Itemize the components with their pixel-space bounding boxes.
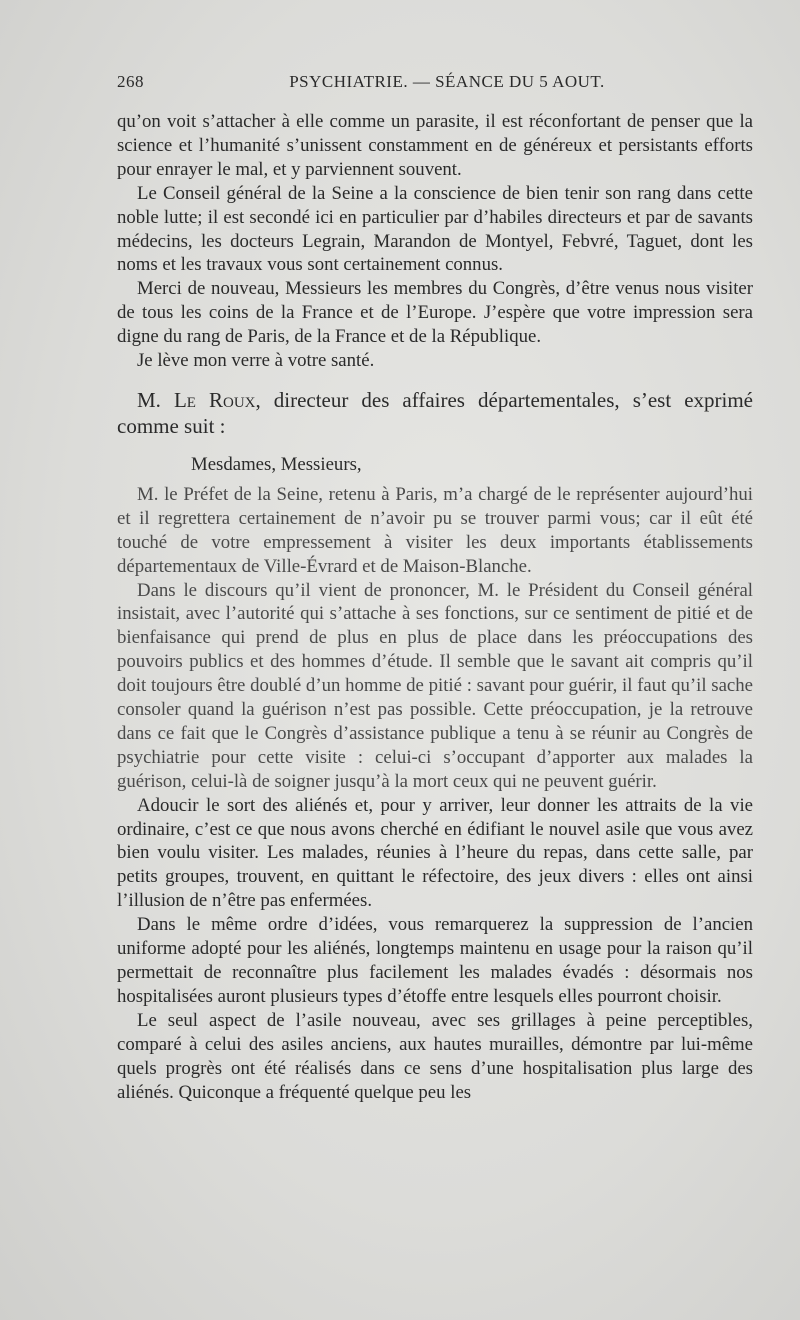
speech-paragraph-5: Le seul aspect de l’asile nouveau, avec ses grillages à peine perceptibles, comparé à celui des asiles anciens, aux hautes murailles, démontre par lui-même quels progrès ont été réalisés dans ce sens d’une hospitalisation plus large des aliénés. Quiconque a fréquenté quelque peu les bbox=[117, 1009, 753, 1103]
speaker-intro bbox=[117, 387, 753, 439]
paragraph-merci: Merci de nouveau, Messieurs les membres du Congrès, d’être venus nous visiter de tous les coins de la France et de l’Europe. J’espère que votre impression sera digne du rang de Paris, de la France et de la République. bbox=[117, 278, 753, 348]
speech-paragraph-4: Dans le même ordre d’idées, vous remarquerez la suppression de l’ancien uniforme adopté pour les aliénés, longtemps maintenu en usage pour la raison qu’il permettait de reconnaître plus facilement les malades évadés : désormais nos hospitalisées auront plusieurs types d’étoffe entre lesquels elles pourront choisir. bbox=[117, 914, 753, 1007]
body-text bbox=[117, 110, 753, 1104]
speaker-text: , directeur des affaires départementales, s’est exprimé comme suit : bbox=[117, 387, 754, 438]
salutation: Mesdames, Messieurs, bbox=[191, 453, 362, 475]
speaker-prefix: M. bbox=[137, 387, 161, 412]
speech-paragraph-1: M. le Préfet de la Seine, retenu à Paris, m’a chargé de le représenter aujourd’hui et il regrettera certainement de n’avoir pu se trouver parmi vous; car il eût été touché de votre empressement à visiter les deux importants établissements départementaux de Ville-Évrard et de Maison-Blanche. bbox=[117, 483, 753, 577]
page-number: 268 bbox=[117, 72, 144, 91]
running-title: PSYCHIATRIE. — SÉANCE DU 5 AOUT. bbox=[289, 72, 605, 91]
page-header bbox=[117, 72, 747, 96]
paragraph-conseil: Le Conseil général de la Seine a la conscience de bien tenir son rang dans cette noble lutte; il est secondé ici en particulier par d’habiles directeurs et par de savants médecins, les docteurs Legrain, Marandon de Montyel, Febvré, Taguet, dont les noms et les travaux vous sont certainement connus. bbox=[117, 182, 753, 276]
speech-paragraph-3: Adoucir le sort des aliénés et, pour y arriver, leur donner les attraits de la vie ordinaire, c’est ce que nous avons cherché en édifiant le nouvel asile que vous avez bien voulu visiter. Les malades, réunies à l’heure du repas, dans cette salle, par petits groupes, trouvent, en quittant le réfectoire, des jeux divers : elles ont ainsi l’illusion de n’être pas enfermées. bbox=[117, 794, 753, 912]
speech-paragraph-2: Dans le discours qu’il vient de prononcer, M. le Président du Conseil général insistait, avec l’autorité qui s’attache à ses fonctions, sur ce sentiment de pitié et de bienfaisance qui prend de plus en plus de place dans les préoccupations des pouvoirs publics et des hommes d’étude. Il semble que le savant ait compris qu’il doit toujours être doublé d’un homme de pitié : savant pour guérir, il faut qu’il sache consoler quand la guérison n’est pas possible. Cette préoccupation, je la retrouve dans ce fait que le Congrès d’assistance publique a tenu à se réunir au Congrès de psychiatrie pour cette visite : celui-ci s’occupant d’apporter aux malades la guérison, celui-là de soigner jusqu’à la mort ceux qui ne peuvent guérir. bbox=[117, 579, 753, 792]
paragraph-toast: Je lève mon verre à votre santé. bbox=[137, 350, 375, 372]
speaker-name: Le Roux bbox=[173, 387, 256, 412]
paragraph-continuation: qu’on voit s’attacher à elle comme un parasite, il est réconfortant de penser que la science et l’humanité s’unissent constamment en de généreux et persistants efforts pour enrayer le mal, et y parviennent souvent. bbox=[117, 111, 753, 180]
